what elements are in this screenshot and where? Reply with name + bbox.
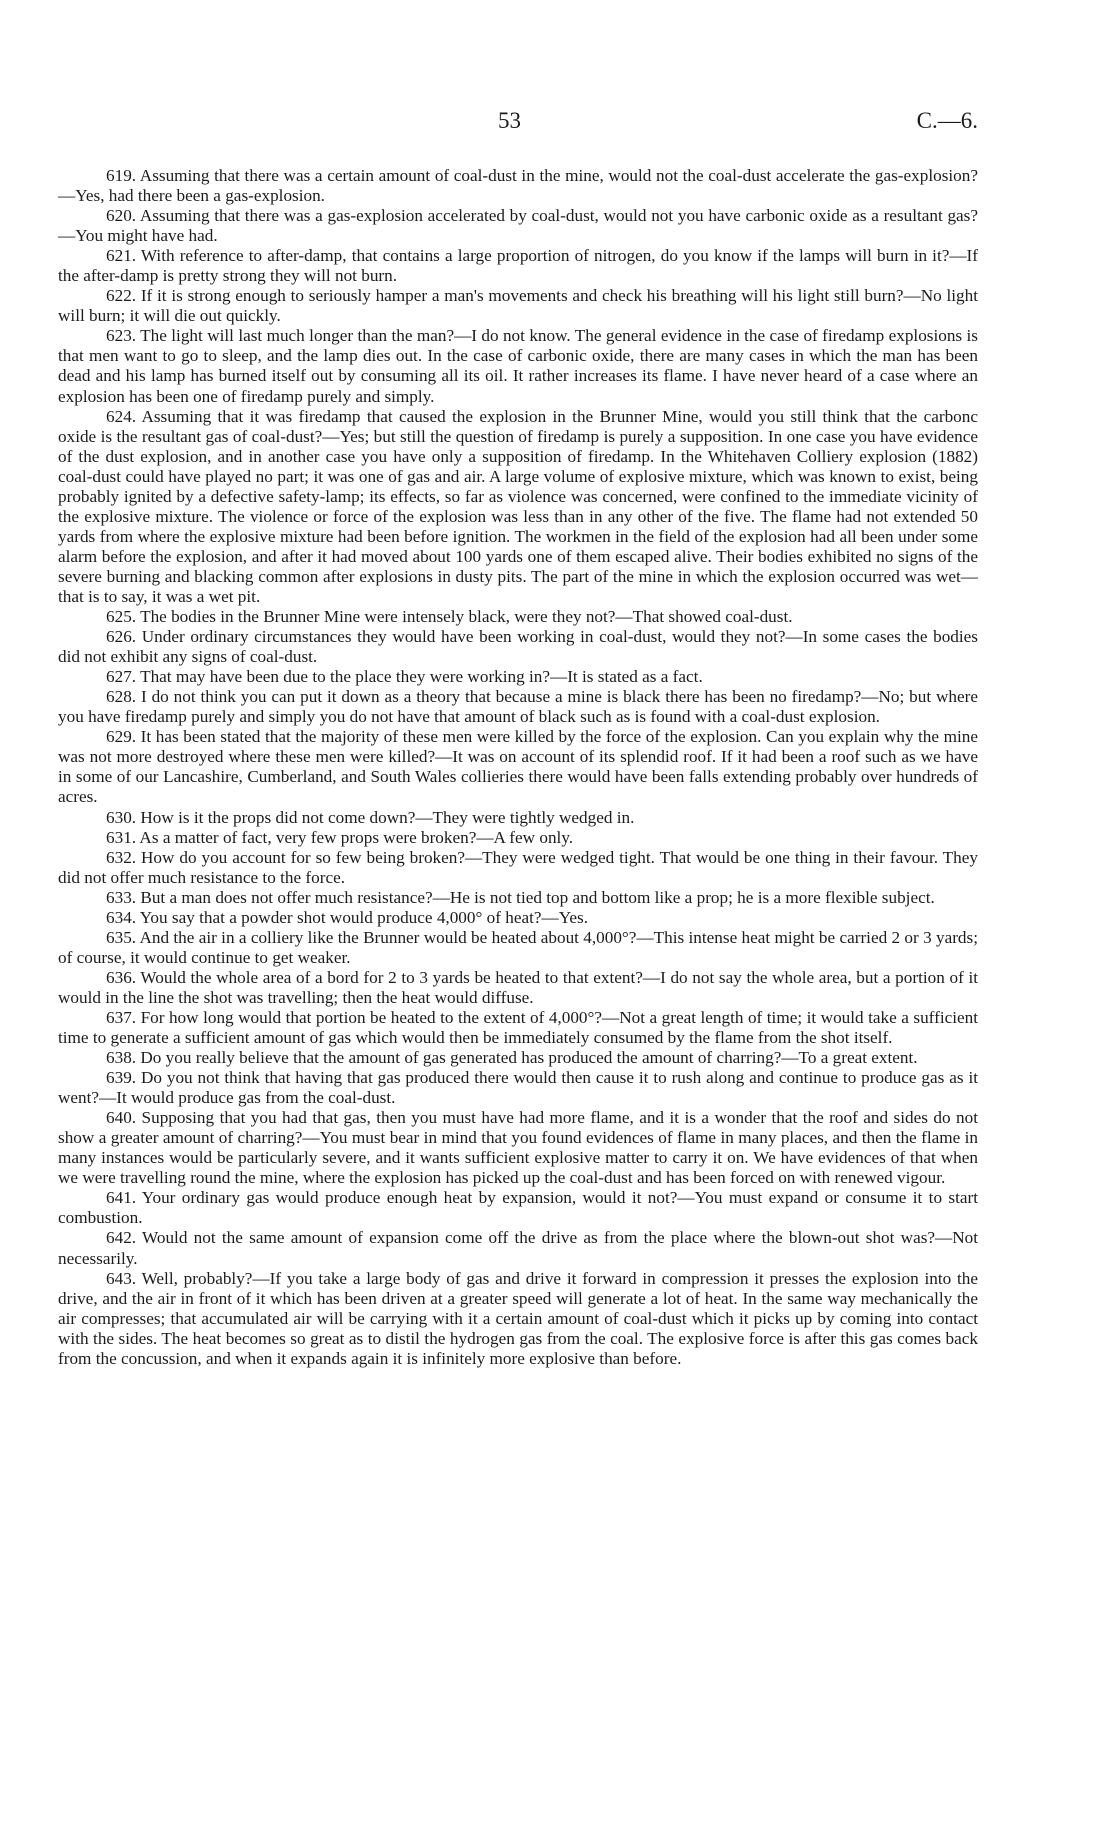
testimony-paragraph-630: 630. How is it the props did not come down?—They were tightly wedged in. — [106, 807, 635, 827]
testimony-paragraph-642: 642. Would not the same amount of expansion come off the drive as from the place where the blown-out shot was?—Not necessarily. — [58, 1228, 978, 1268]
testimony-paragraph-637: 637. For how long would that portion be heated to the extent of 4,000°?—Not a great length of time; it would take a sufficient time to generate a sufficient amount of gas which would then be immediately consumed by the flame from the shot itself. — [58, 1007, 978, 1048]
testimony-paragraph-640: 640. Supposing that you had that gas, then you must have had more flame, and it is a wonder that the roof and sides do not show a greater amount of charring?—You must bear in mind that you found evidences of flame in many places, and then the flame in many instances would be particularly severe, and it wants sufficient explosive matter to carry it on. We have evidences of that when we were travelling round the mine, where the explosion has picked up the coal-dust and has been forced on with renewed vigour. — [58, 1108, 978, 1188]
testimony-paragraph-626: 626. Under ordinary circumstances they would have been working in coal-dust, would they not?—In some cases the bodies did not exhibit any signs of coal-dust. — [58, 627, 978, 667]
testimony-paragraph-623: 623. The light will last much longer than the man?—I do not know. The general evidence in the case of firedamp explosions is that men want to go to sleep, and the lamp dies out. In the case of carbonic oxide, there are many cases in which the man has been dead and his lamp has burned itself out by consuming all its oil. It rather increases its flame. I have never heard of a case where an explosion has been one of firedamp purely and simply. — [58, 326, 978, 406]
testimony-paragraph-628: 628. I do not think you can put it down as a theory that because a mine is black there has been no firedamp?—No; but where you have firedamp purely and simply you do not have that amount of black such as is found with a coal-dust explosion. — [58, 687, 978, 727]
testimony-paragraph-635: 635. And the air in a colliery like the Brunner would be heated about 4,000°?—This intense heat might be carried 2 or 3 yards; of course, it would continue to get weaker. — [58, 927, 978, 967]
testimony-paragraph-620: 620. Assuming that there was a gas-explosion accelerated by coal-dust, would not you have carbonic oxide as a resultant gas?—You might have had. — [58, 206, 978, 246]
testimony-paragraph-622: 622. If it is strong enough to seriously hamper a man's movements and check his breathing will his light still burn?—No light will burn; it will die out quickly. — [58, 286, 978, 326]
testimony-paragraph-638: 638. Do you really believe that the amount of gas generated has produced the amount of charring?—To a great extent. — [106, 1048, 918, 1068]
testimony-paragraph-627: 627. That may have been due to the place they were working in?—It is stated as a fact. — [106, 667, 703, 687]
testimony-paragraph-619: 619. Assuming that there was a certain amount of coal-dust in the mine, would not the coal-dust accelerate the gas-explosion?—Yes, had there been a gas-explosion. — [58, 166, 978, 206]
testimony-paragraph-643: 643. Well, probably?—If you take a large body of gas and drive it forward in compression it presses the explosion into the drive, and the air in front of it which has been driven at a greater speed will generate a lot of heat. In the same way mechanically the air compresses; that accumulated air will be carrying with it a certain amount of coal-dust which it picks up by coming into contact with the sides. The heat becomes so great as to distil the hydrogen gas from the coal. The explosive force is after this gas comes back from the concussion, and when it expands again it is infinitely more explosive than before. — [58, 1268, 978, 1368]
testimony-paragraph-629: 629. It has been stated that the majority of these men were killed by the force of the explosion. Can you explain why the mine was not more destroyed where these men were killed?—It was on account of its splendid roof. If it had been a roof such as we have in some of our Lancashire, Cumberland, and South Wales collieries there would have been falls extending probably over hundreds of acres. — [58, 727, 978, 807]
testimony-paragraph-621: 621. With reference to after-damp, that contains a large proportion of nitrogen, do you know if the lamps will burn in it?—If the after-damp is pretty strong they will not burn. — [58, 246, 978, 286]
testimony-body — [58, 166, 978, 1369]
testimony-paragraph-624: 624. Assuming that it was firedamp that caused the explosion in the Brunner Mine, would you still think that the carbonc oxide is the resultant gas of coal-dust?—Yes; but still the question of firedamp is purely a supposition. In one case you have evidence of the dust explosion, and in another case you have only a supposition of firedamp. In the Whitehaven Colliery explosion (1882) coal-dust could have played no part; it was one of gas and air. A large volume of explosive mixture, which was known to exist, being probably ignited by a defective safety-lamp; its effects, so far as violence was concerned, were confined to the immediate vicinity of the explosive mixture. The violence or force of the explosion was less than in any other of the five. The flame had not extended 50 yards from where the explosive mixture had been before ignition. The workmen in the field of the explosion had all been under some alarm before the explosion, and after it had moved about 100 yards one of them escaped alive. Their bodies exhibited no signs of the severe burning and blacking common after explosions in dusty pits. The part of the mine in which the explosion occurred was wet—that is to say, it was a wet pit. — [58, 406, 978, 606]
testimony-paragraph-632: 632. How do you account for so few being broken?—They were wedged tight. That would be one thing in their favour. They did not offer much resistance to the force. — [58, 847, 978, 887]
page-header — [58, 108, 978, 144]
testimony-paragraph-639: 639. Do you not think that having that gas produced there would then cause it to rush along and continue to produce gas as it went?—It would produce gas from the coal-dust. — [58, 1068, 978, 1108]
testimony-paragraph-631: 631. As a matter of fact, very few props were broken?—A few only. — [106, 827, 574, 847]
page-number: 53 — [498, 108, 521, 133]
testimony-paragraph-641: 641. Your ordinary gas would produce enough heat by expansion, would it not?—You must expand or consume it to start combustion. — [58, 1188, 978, 1228]
testimony-paragraph-634: 634. You say that a powder shot would produce 4,000° of heat?—Yes. — [106, 907, 589, 927]
testimony-paragraph-625: 625. The bodies in the Brunner Mine were intensely black, were they not?—That showed coal-dust. — [106, 607, 793, 627]
testimony-paragraph-636: 636. Would the whole area of a bord for 2 to 3 yards be heated to that extent?—I do not say the whole area, but a portion of it would in the line the shot was travelling; then the heat would diffuse. — [58, 967, 978, 1007]
testimony-paragraph-633: 633. But a man does not offer much resistance?—He is not tied top and bottom like a prop; he is a more flexible subject. — [106, 887, 935, 907]
document-page — [58, 108, 978, 1369]
series-label: C.—6. — [916, 108, 978, 133]
